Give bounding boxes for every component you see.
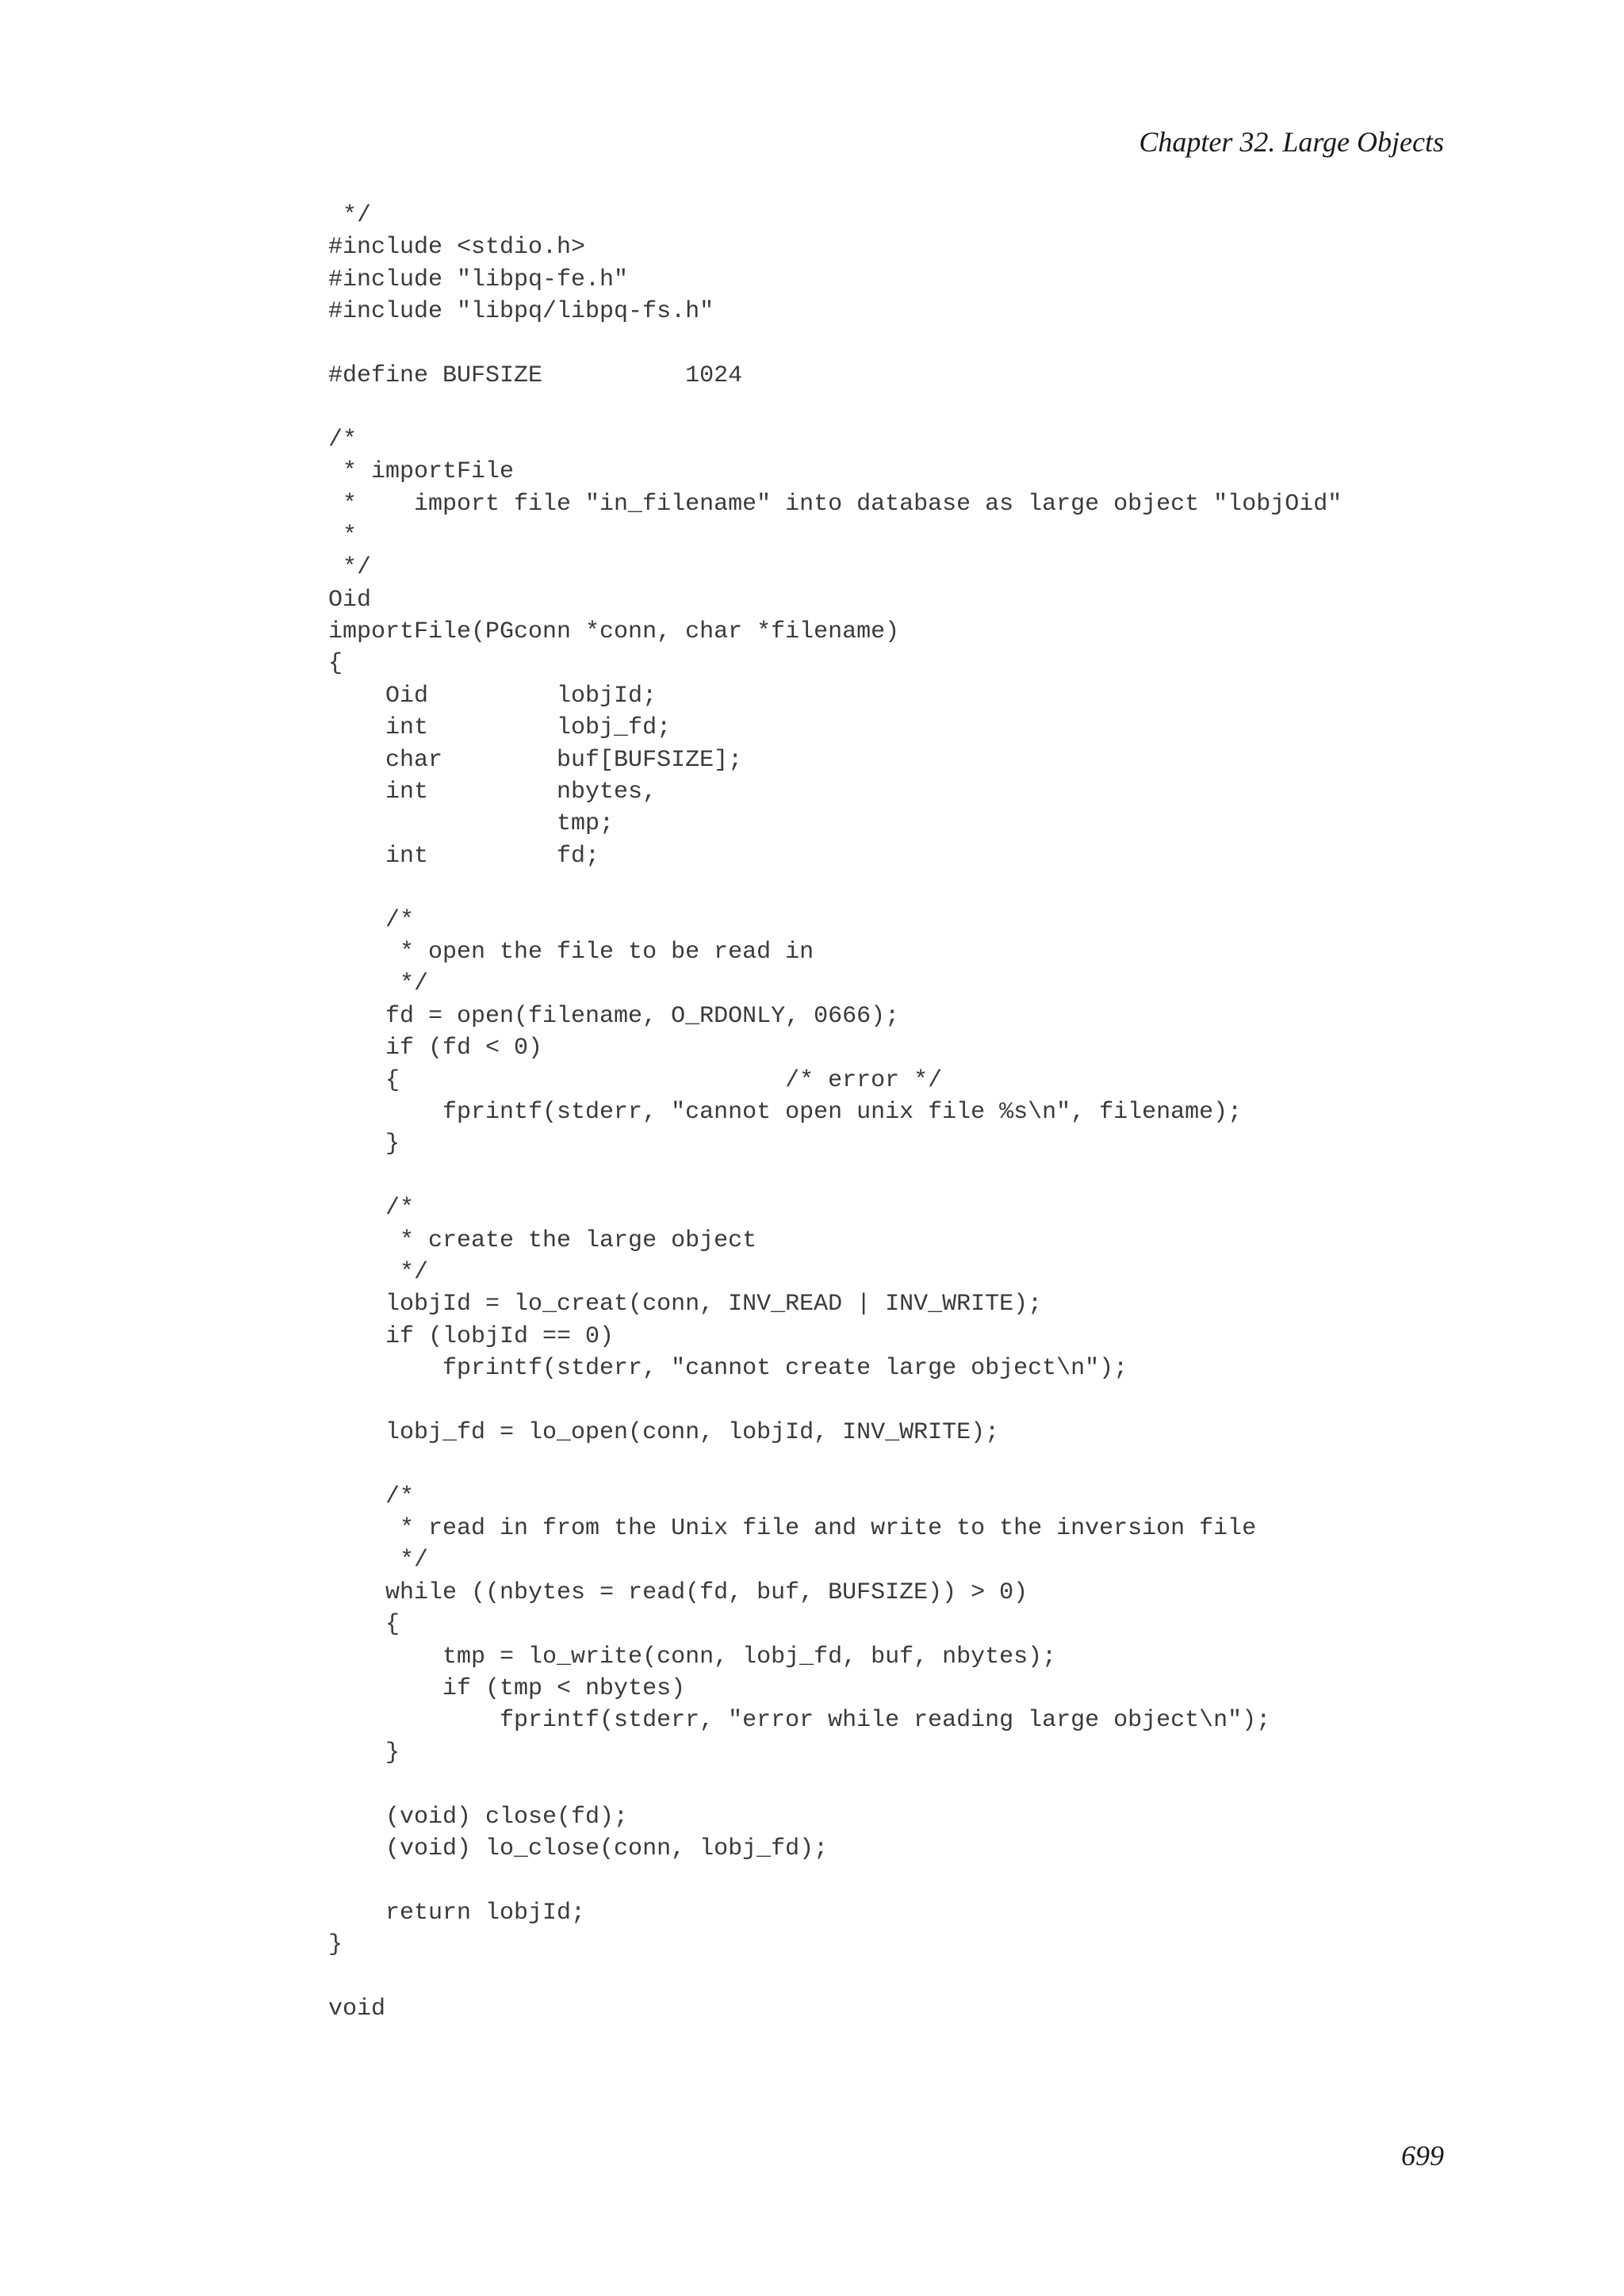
- code-line: fprintf(stderr, "error while reading large object\n");: [328, 1707, 1271, 1735]
- code-line: */: [328, 1547, 429, 1575]
- code-line: */: [328, 970, 429, 998]
- code-line: [328, 1161, 1342, 1192]
- code-line: fprintf(stderr, "cannot open unix file %s\n", filename);: [328, 1098, 1243, 1126]
- code-line: }: [328, 1131, 400, 1158]
- code-line: [328, 1769, 1342, 1800]
- code-line: int nbytes,: [328, 779, 657, 806]
- code-line: /*: [328, 906, 415, 934]
- code-line: void: [328, 1995, 386, 2022]
- code-line: *: [328, 522, 358, 549]
- code-line: if (tmp < nbytes): [328, 1674, 686, 1702]
- code-line: /*: [328, 1195, 415, 1223]
- code-line: #include "libpq-fe.h": [328, 266, 629, 293]
- code-line: int fd;: [328, 842, 600, 870]
- code-listing: [328, 200, 1342, 2025]
- code-line: * importFile: [328, 458, 515, 486]
- code-line: {: [328, 1611, 400, 1639]
- code-line: {: [328, 650, 343, 678]
- code-line: lobj_fd = lo_open(conn, lobjId, INV_WRITE);: [328, 1418, 1000, 1446]
- code-line: if (fd < 0): [328, 1035, 543, 1062]
- code-line: fd = open(filename, O_RDONLY, 0666);: [328, 1002, 900, 1030]
- code-line: /*: [328, 426, 358, 453]
- code-line: #include <stdio.h>: [328, 234, 586, 262]
- code-line: * read in from the Unix file and write to the inversion file: [328, 1515, 1257, 1543]
- code-line: #define BUFSIZE 1024: [328, 362, 743, 389]
- code-line: tmp = lo_write(conn, lobj_fd, buf, nbytes);: [328, 1643, 1057, 1670]
- code-line: [328, 1961, 1342, 1992]
- code-line: }: [328, 1739, 400, 1766]
- code-line: [328, 872, 1342, 904]
- code-line: * import file "in_filename" into database as large object "lobjOid": [328, 490, 1342, 518]
- code-line: (void) close(fd);: [328, 1803, 629, 1831]
- code-line: [328, 392, 1342, 423]
- code-line: Oid: [328, 586, 372, 614]
- code-line: importFile(PGconn *conn, char *filename): [328, 618, 900, 646]
- code-line: fprintf(stderr, "cannot create large object\n");: [328, 1355, 1128, 1383]
- code-line: * open the file to be read in: [328, 938, 814, 966]
- code-line: (void) lo_close(conn, lobj_fd);: [328, 1835, 829, 1862]
- code-line: */: [328, 202, 372, 229]
- code-line: Oid lobjId;: [328, 682, 657, 710]
- code-line: tmp;: [328, 810, 615, 838]
- code-line: [328, 1448, 1342, 1480]
- code-line: */: [328, 1258, 429, 1286]
- code-line: [328, 1384, 1342, 1416]
- code-line: /*: [328, 1483, 415, 1510]
- chapter-header: Chapter 32. Large Objects: [1139, 126, 1444, 158]
- code-line: return lobjId;: [328, 1899, 586, 1927]
- code-line: { /* error */: [328, 1066, 943, 1094]
- code-line: */: [328, 554, 372, 582]
- code-line: lobjId = lo_creat(conn, INV_READ | INV_WRITE);: [328, 1291, 1043, 1318]
- code-line: while ((nbytes = read(fd, buf, BUFSIZE)) > 0): [328, 1578, 1028, 1606]
- code-line: [328, 328, 1342, 360]
- code-line: if (lobjId == 0): [328, 1322, 615, 1350]
- page-number: 699: [1401, 2140, 1444, 2172]
- code-line: * create the large object: [328, 1226, 757, 1254]
- code-line: #include "libpq/libpq-fs.h": [328, 298, 714, 326]
- code-line: int lobj_fd;: [328, 714, 672, 742]
- code-line: }: [328, 1931, 343, 1959]
- code-line: [328, 1865, 1342, 1896]
- code-line: char buf[BUFSIZE];: [328, 746, 743, 774]
